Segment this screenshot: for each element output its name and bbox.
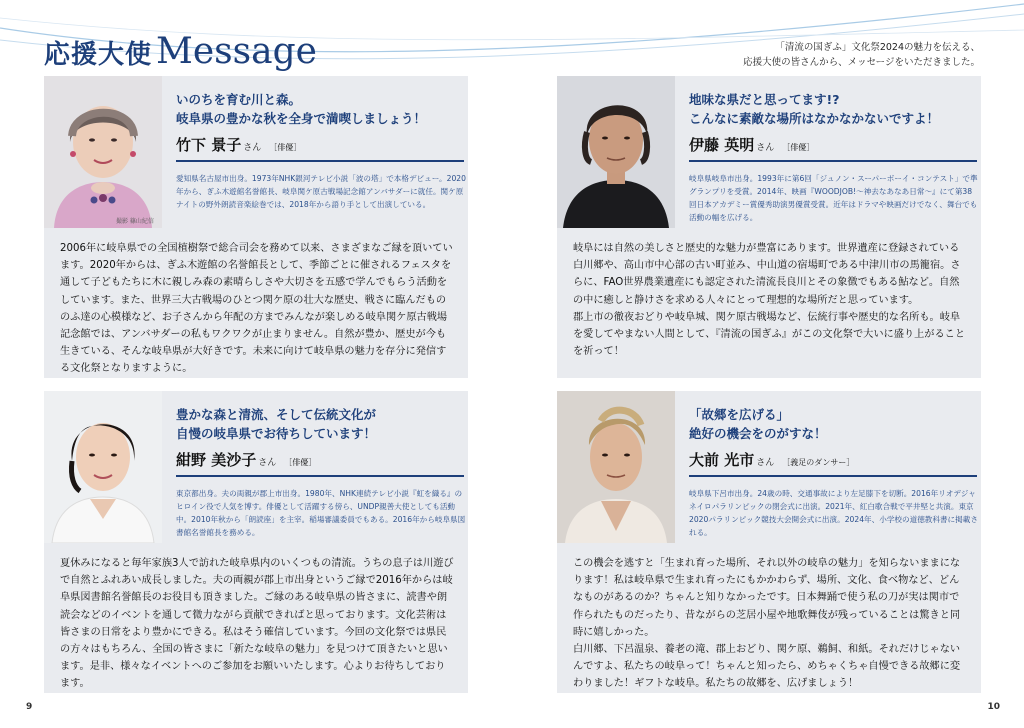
ambassador-bio: 岐阜県岐阜市出身。1993年に第6回「ジュノン・スーパーボーイ・コンテスト」で準グランプリを受賞。2014年、映画『WOODJOB!〜神去なあなあ日常〜』にて第38回日本アカデミー賞優秀助演男優賞受賞。近年はドラマや映画だけでなく、舞台でも活動の幅を広げる。 bbox=[689, 174, 978, 222]
honorific: さん bbox=[756, 458, 775, 468]
honorific: さん bbox=[756, 143, 775, 153]
message-body: 岐阜には自然の美しさと歴史的な魅力が豊富にあります。世界遺産に登録されている白川郷や、高山市中心部の古い町並み、中山道の宿場町である中津川市の馬籠宿。さらに、FAO世界農業遺産にも認定された清流長良川とその象徴でもある鮎など。自然の中に癒しと静けさを求める人々にとって理想的な場所だと思っています。 郡上市の徹夜おどりや岐阜城、関ケ原古戦場など、伝統行事や歴史的な名所も。岐阜を愛してやまない人間として、『清流の国ぎふ』がこの文化祭で大いに盛り上がることを祈って！ bbox=[573, 243, 966, 358]
ambassador-name-line bbox=[689, 134, 814, 155]
ambassador-card-takeshita bbox=[44, 76, 468, 378]
portrait-photo bbox=[557, 76, 675, 228]
ambassador-role: ［俳優］ bbox=[782, 143, 815, 152]
name-divider bbox=[176, 475, 464, 477]
message-body: 夏休みになると毎年家族3人で訪れた岐阜県内のいくつもの清流。うちの息子は川遊びで自然とふれあい成長しました。夫の両親が郡上市出身というご縁で2016年からは岐阜県図書館名誉館長のお役目も頂きました。ご縁のある岐阜県の皆さまに、読書や朗読会などのイベントを通して微力ながら貢献できればと思っております。文化芸術は皆さまの日常をより豊かにできる。私はそう確信しています。今回の文化祭では県民の方々はもちろん、全国の皆さまに「新たな岐阜の魅力」を見つけて頂きたいと思います。是非、様々なイベントへのご参加をお願いいたします。心よりお待ちしております。 bbox=[60, 558, 454, 690]
page-title-ja: 応援大使 bbox=[44, 40, 153, 70]
message-headline bbox=[689, 90, 977, 128]
ambassador-role: ［義足のダンサー］ bbox=[782, 458, 855, 467]
ambassador-role: ［俳優］ bbox=[269, 143, 302, 152]
headline-line-2: こんなに素敵な場所はなかなかないですよ！ bbox=[689, 111, 940, 126]
portrait-photo bbox=[557, 391, 675, 543]
headline-line-2: 岐阜県の豊かな秋を全身で満喫しましょう！ bbox=[176, 111, 427, 126]
ambassador-card-konno bbox=[44, 391, 468, 693]
honorific: さん bbox=[258, 458, 277, 468]
name-divider bbox=[176, 160, 464, 162]
ambassador-name: 紺野 美沙子 bbox=[176, 451, 257, 469]
ambassador-name-line bbox=[176, 134, 301, 155]
page-title bbox=[44, 31, 317, 72]
headline-line-1: いのちを育む川と森。 bbox=[176, 92, 302, 107]
message-body: 2006年に岐阜県での全国植樹祭で総合司会を務めて以来、さまざまなご縁を頂いています。2020年からは、ぎふ木遊館の名誉館長として、季節ごとに催されるフェスタを通して子どもたちに木に親しみ森の素晴らしさや大切さを五感で学んでもらう活動をしています。また、世界三大古戦場のひとつ関ケ原の壮大な歴史、戦さに臨んだもののふ達の心模様など、お子さんから年配の方までみんなが楽しめる岐阜関ケ原古戦場記念館では、アンバサダーの私もワクワクが止まりません。自然が豊か、歴史が今も生きている、そんな岐阜県が大好きです。未来に向けて岐阜県の魅力を存分に発信する文化祭となりますように。 bbox=[60, 243, 453, 375]
portrait-photo bbox=[44, 76, 162, 228]
headline-line-2: 絶好の機会をのがすな！ bbox=[689, 426, 827, 441]
headline-line-1: 豊かな森と清流、そして伝統文化が bbox=[176, 407, 377, 422]
name-divider bbox=[689, 160, 977, 162]
ambassador-name: 大前 光市 bbox=[689, 451, 755, 469]
honorific: さん bbox=[243, 143, 262, 153]
name-divider bbox=[689, 475, 977, 477]
page-number-right: 10 bbox=[987, 702, 1000, 712]
message-headline bbox=[176, 90, 464, 128]
ambassador-bio: 岐阜県下呂市出身。24歳の時、交通事故により左足膝下を切断。2016年リオデジャネイロパラリンピックの閉会式に出演。2021年、紅白歌合戦で平井堅と共演。東京2020パラリンピック競技大会開会式に出演。2024年、小学校の道徳教科書に掲載される。 bbox=[689, 489, 978, 537]
ambassador-card-ito bbox=[557, 76, 981, 378]
ambassador-name-line bbox=[176, 449, 316, 470]
ambassador-card-omae bbox=[557, 391, 981, 693]
photo-credit: 撮影 篠山紀信 bbox=[116, 218, 154, 225]
intro-line-2: 応援大使の皆さんから、メッセージをいただきました。 bbox=[743, 57, 980, 68]
message-body: この機会を逃すと「生まれ育った場所、それ以外の岐阜の魅力」を知らないままになります！私は岐阜県で生まれ育ったにもかかわらず、場所、文化、食べ物など、どんなものがあるのか？ちゃんと知りなかったです。日本舞踊で使う私の刀が実は関市で作られたものだったり、昔ながらの芝居小屋や地歌舞伎が残っていることは驚きと同時に嬉しかった。 白川郷、下呂温泉、養老の滝、郡上おどり、関ケ原、鵜飼、和紙。それだけじゃないんですよ、私たちの岐阜って！ちゃんと知ったら、めちゃくちゃ自慢できる故郷に変わりました！ギフトな岐阜。私たちの故郷を、広げましょう！ bbox=[573, 558, 961, 690]
page-number-left: 9 bbox=[26, 702, 33, 712]
portrait-photo bbox=[44, 391, 162, 543]
message-headline bbox=[689, 405, 977, 443]
ambassador-bio: 東京都出身。夫の両親が郡上市出身。1980年、NHK連続テレビ小説『虹を織る』のヒロイン役で人気を博す。俳優として活躍する傍ら、UNDP親善大使としても活動中。2010年秋から「朗読座」を主宰。稲場審議委員でもある。2016年から岐阜県図書館名誉館長を務める。 bbox=[176, 489, 466, 537]
headline-line-1: 「故郷を広げる」 bbox=[689, 407, 790, 422]
page-title-en: Message bbox=[156, 31, 317, 72]
message-headline bbox=[176, 405, 464, 443]
headline-line-2: 自慢の岐阜県でお待ちしています！ bbox=[176, 426, 377, 441]
headline-line-1: 地味な県だと思ってます!? bbox=[689, 92, 840, 107]
intro-line-1: 「清流の国ぎふ」文化祭2024の魅力を伝える、 bbox=[775, 42, 980, 53]
ambassador-role: ［俳優］ bbox=[284, 458, 317, 467]
ambassador-name-line bbox=[689, 449, 854, 470]
ambassador-name: 伊藤 英明 bbox=[689, 136, 755, 154]
intro-text bbox=[743, 40, 980, 70]
ambassador-name: 竹下 景子 bbox=[176, 136, 242, 154]
ambassador-bio: 愛知県名古屋市出身。1973年NHK銀河テレビ小説「波の塔」で本格デビュー。2020年から、ぎふ木遊館名誉館長、岐阜関ケ原古戦場記念館アンバサダーに就任。関ケ原ナイトの野外朗読音楽絵巻では、2018年から語り手として出演している。 bbox=[176, 174, 466, 209]
